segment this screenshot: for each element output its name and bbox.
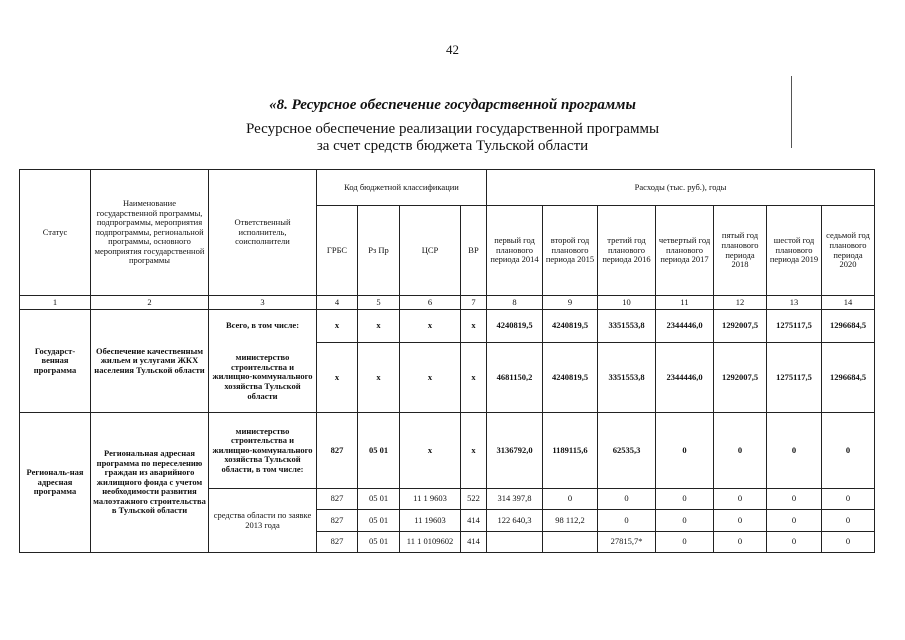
col-number: 2 [91, 296, 209, 310]
grbs-cell: x [317, 310, 358, 343]
executor-cell: министерство строительства и жилищно-коммунального хозяйства Тульской области, в том числе: [209, 413, 317, 489]
executor-cell: министерство строительства и жилищно-коммунального хозяйства Тульской области [209, 343, 317, 413]
value-cell: 1275117,5 [767, 310, 822, 343]
header-year-2016: третий год планового периода 2016 [598, 206, 656, 296]
grbs-cell: 827 [317, 413, 358, 489]
header-csr: ЦСР [400, 206, 461, 296]
header-expenses: Расходы (тыс. руб.), годы [487, 170, 875, 206]
header-status: Статус [20, 170, 91, 296]
value-cell: 0 [822, 532, 875, 553]
subtitle-line-2: за счет средств бюджета Тульской области [316, 138, 589, 154]
vr-cell: 414 [461, 510, 487, 532]
vr-cell: x [461, 343, 487, 413]
col-number: 6 [400, 296, 461, 310]
col-number: 3 [209, 296, 317, 310]
col-number: 4 [317, 296, 358, 310]
col-number: 7 [461, 296, 487, 310]
value-cell: 0 [656, 510, 714, 532]
vr-cell: 522 [461, 489, 487, 510]
header-executor: Ответственный исполнитель, соисполнители [209, 170, 317, 296]
rzpr-cell: 05 01 [358, 413, 400, 489]
value-cell: 4681150,2 [487, 343, 543, 413]
value-cell [487, 532, 543, 553]
value-cell: 0 [767, 532, 822, 553]
value-cell: 0 [767, 510, 822, 532]
header-year-2015: второй год планового периода 2015 [543, 206, 598, 296]
table-subtitle [0, 121, 905, 155]
value-cell: 0 [598, 510, 656, 532]
value-cell: 4240819,5 [487, 310, 543, 343]
header-year-2017: четвертый год планового периода 2017 [656, 206, 714, 296]
value-cell: 4240819,5 [543, 310, 598, 343]
resource-table [19, 169, 875, 553]
header-year-2014: первый год планового периода 2014 [487, 206, 543, 296]
value-cell: 1292007,5 [714, 310, 767, 343]
value-cell: 314 397,8 [487, 489, 543, 510]
col-number: 9 [543, 296, 598, 310]
table-row [20, 413, 875, 489]
value-cell: 0 [714, 532, 767, 553]
reg-name: Региональная адресная программа по переселению граждан из аварийного жилищного фонда с учетом необходимости развития малоэтажного строительства в Тульской области [91, 413, 209, 553]
value-cell: 3351553,8 [598, 310, 656, 343]
value-cell: 1275117,5 [767, 343, 822, 413]
header-name: Наименование государственной программы, подпрограммы, мероприятия подпрограммы, региональной программы, основного мероприятия государственной программы [91, 170, 209, 296]
value-cell: 0 [656, 413, 714, 489]
value-cell: 0 [822, 489, 875, 510]
value-cell: 0 [714, 489, 767, 510]
col-number: 14 [822, 296, 875, 310]
value-cell: 4240819,5 [543, 343, 598, 413]
value-cell: 3351553,8 [598, 343, 656, 413]
col-number: 5 [358, 296, 400, 310]
value-cell: 1296684,5 [822, 343, 875, 413]
column-number-row [20, 296, 875, 310]
value-cell: 122 640,3 [487, 510, 543, 532]
value-cell: 98 112,2 [543, 510, 598, 532]
value-cell: 62535,3 [598, 413, 656, 489]
gov-name: Обеспечение качественным жильем и услугами ЖКХ населения Тульской области [91, 310, 209, 413]
csr-cell: x [400, 310, 461, 343]
value-cell: 0 [714, 510, 767, 532]
col-number: 8 [487, 296, 543, 310]
col-number: 10 [598, 296, 656, 310]
header-budget-code: Код бюджетной классификации [317, 170, 487, 206]
gov-status: Государст-венная программа [20, 310, 91, 413]
csr-cell: x [400, 413, 461, 489]
grbs-cell: 827 [317, 510, 358, 532]
value-cell: 2344446,0 [656, 343, 714, 413]
rzpr-cell: 05 01 [358, 532, 400, 553]
rzpr-cell: x [358, 343, 400, 413]
reg-status: Региональ-ная адресная программа [20, 413, 91, 553]
rzpr-cell: 05 01 [358, 489, 400, 510]
value-cell: 27815,7* [598, 532, 656, 553]
value-cell: 0 [767, 413, 822, 489]
value-cell: 3136792,0 [487, 413, 543, 489]
sub-executor: средства области по заявке 2013 года [209, 489, 317, 553]
grbs-cell: x [317, 343, 358, 413]
grbs-cell: 827 [317, 489, 358, 510]
header-vr: ВР [461, 206, 487, 296]
value-cell: 0 [822, 413, 875, 489]
vr-cell: x [461, 310, 487, 343]
rzpr-cell: 05 01 [358, 510, 400, 532]
col-number: 1 [20, 296, 91, 310]
value-cell: 0 [656, 532, 714, 553]
header-rzpr: Рз Пр [358, 206, 400, 296]
value-cell: 0 [598, 489, 656, 510]
col-number: 11 [656, 296, 714, 310]
csr-cell: x [400, 343, 461, 413]
header-year-2018: пятый год планового периода 2018 [714, 206, 767, 296]
vr-cell: 414 [461, 532, 487, 553]
header-year-2019: шестой год планового периода 2019 [767, 206, 822, 296]
value-cell: 1189115,6 [543, 413, 598, 489]
csr-cell: 11 1 0109602 [400, 532, 461, 553]
value-cell: 0 [543, 489, 598, 510]
section-title: «8. Ресурсное обеспечение государственной программы [269, 97, 636, 113]
col-number: 13 [767, 296, 822, 310]
page-number: 42 [446, 42, 459, 57]
value-cell: 1296684,5 [822, 310, 875, 343]
subtitle-line-1: Ресурсное обеспечение реализации государственной программы [245, 121, 660, 137]
vr-cell: x [461, 413, 487, 489]
header-grbs: ГРБС [317, 206, 358, 296]
grbs-cell: 827 [317, 532, 358, 553]
header-row-1 [20, 170, 875, 206]
csr-cell: 11 19603 [400, 510, 461, 532]
table-row [20, 310, 875, 343]
value-cell: 0 [767, 489, 822, 510]
header-year-2020: седьмой год планового периода 2020 [822, 206, 875, 296]
value-cell [543, 532, 598, 553]
value-cell: 1292007,5 [714, 343, 767, 413]
executor-cell: Всего, в том числе: [209, 310, 317, 343]
rzpr-cell: x [358, 310, 400, 343]
value-cell: 2344446,0 [656, 310, 714, 343]
value-cell: 0 [822, 510, 875, 532]
csr-cell: 11 1 9603 [400, 489, 461, 510]
value-cell: 0 [714, 413, 767, 489]
col-number: 12 [714, 296, 767, 310]
value-cell: 0 [656, 489, 714, 510]
